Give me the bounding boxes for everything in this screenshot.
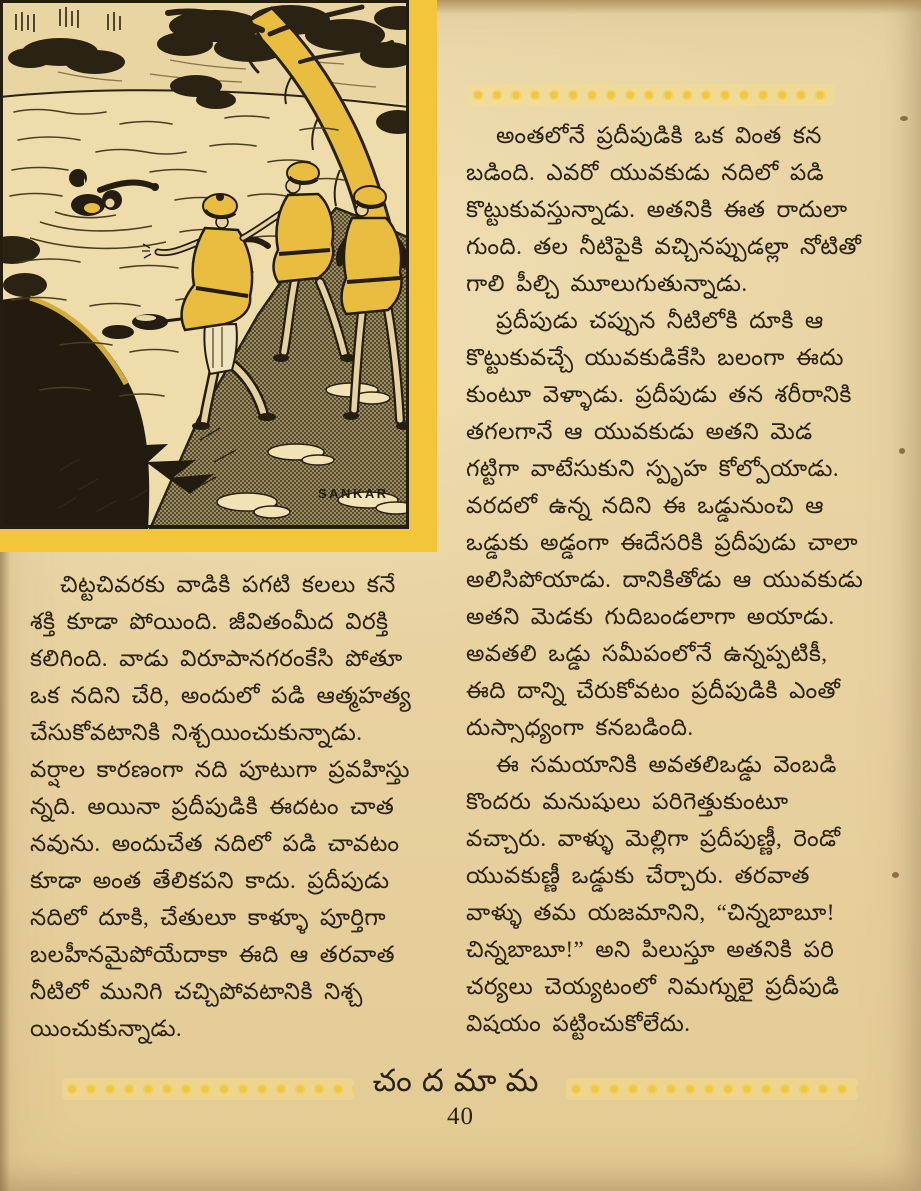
paragraph-1	[466, 117, 872, 302]
text-line: నీటిలో మునిగి చచ్చిపోవటానికి నిశ్చ	[30, 979, 363, 1004]
paper-speck	[900, 116, 908, 121]
text-line: వర్షాల కారణంగా నది పూటుగా ప్రవహిస్తు	[30, 757, 410, 782]
text-line: ఒడ్డుకు అడ్డంగా ఈదేసరికి ప్రదీపుడు చాలా	[466, 530, 858, 555]
artist-signature: SANKAR	[318, 486, 389, 501]
text-line: అంతలోనే ప్రదీపుడికి ఒక వింత కన	[496, 123, 822, 148]
text-line: చిన్నబాబూ!” అని పిలుస్తూ అతనికి పరి	[466, 937, 835, 962]
text-line: వరదలో ఉన్న నదిని ఈ ఒడ్డునుంచి ఆ	[466, 493, 824, 518]
text-line: ఈది దాన్ని చేరుకోవటం ప్రదీపుడికి ఎంతో	[466, 678, 841, 703]
text-line: విషయం పట్టించుకోలేదు.	[466, 1011, 691, 1036]
text-line: అవతలి ఒడ్డు సమీపంలోనే ఉన్నప్పటికీ,	[466, 641, 828, 666]
text-line: న్నది. అయినా ప్రదీపుడికి ఈదటం చాత	[30, 794, 395, 819]
text-line: యించుకున్నాడు.	[30, 1016, 183, 1041]
page-number: 40	[447, 1103, 474, 1130]
text-line: వాళ్ళు తమ యజమానిని, “చిన్నబాబూ!	[466, 900, 835, 925]
text-line: కలిగింది. వాడు విరూపానగరంకేసి పోతూ	[30, 646, 403, 671]
text-line: తగలగానే ఆ యువకుడు అతని మెడ	[466, 419, 813, 444]
text-line: కూడా అంత తేలికపని కాదు. ప్రదీపుడు	[30, 868, 390, 893]
text-line: చేసుకోవటానికి నిశ్చయించుకున్నాడు.	[30, 720, 363, 745]
right-column	[466, 117, 872, 1042]
text-line: గాలి పీల్చి మూలుగుతున్నాడు.	[466, 271, 748, 296]
text-line: కుంటూ వెళ్ళాడు. ప్రదీపుడు తన శరీరానికి	[466, 382, 852, 407]
text-line: కొట్టుకువస్తున్నాడు. అతనికి ఈత రాదులా	[466, 197, 848, 222]
text-line: వచ్చారు. వాళ్ళు మెల్లిగా ప్రదీపుణ్ణీ, రెండో	[466, 826, 841, 851]
text-line: చిట్టచివరకు వాడికి పగటి కలలు కనే	[60, 572, 396, 597]
paragraph-2	[466, 302, 872, 746]
paragraph-continued	[30, 566, 462, 1047]
flower-ornament-band-top	[468, 84, 834, 106]
text-line: యువకుణ్ణీ ఒడ్డుకు చేర్చారు. తరవాత	[466, 863, 810, 888]
text-line: దుస్సాధ్యంగా కనబడింది.	[466, 715, 694, 740]
text-line: బలహీనమైపోయేదాకా ఈది ఆ తరవాత	[30, 942, 395, 967]
text-line: ప్రదీపుడు చప్పున నీటిలోకి దూకి ఆ	[496, 308, 824, 333]
story-illustration	[0, 0, 437, 552]
text-line: కొందరు మనుషులు పరిగెత్తుకుంటూ	[466, 789, 789, 814]
paper-speck	[899, 448, 905, 454]
text-line: చర్యలు చెయ్యటంలో నిమగ్నులై ప్రదీపుడి	[466, 974, 840, 999]
text-line: ఒక నదిని చేరి, అందులో పడి ఆత్మహత్య	[30, 683, 412, 708]
text-line: కొట్టుకువచ్చే యువకుడికేసి బలంగా ఈదు	[466, 345, 844, 370]
magazine-title: చందమామ	[372, 1063, 549, 1098]
paper-speck	[892, 872, 899, 878]
paragraph-3	[466, 746, 872, 1042]
text-line: నవును. అందుచేత నదిలో పడి చావటం	[30, 831, 400, 856]
text-line: నదిలో దూకి, చేతులూ కాళ్ళూ పూర్తిగా	[30, 905, 386, 930]
text-line: గుంది. తల నీటిపైకి వచ్చినప్పుడల్లా నోటితో	[466, 234, 862, 259]
text-line: గట్టిగా వాటేసుకుని స్పృహ కోల్పోయాడు.	[466, 456, 840, 481]
text-line: అలిసిపోయాడు. దానికితోడు ఆ యువకుడు	[466, 567, 864, 592]
left-column	[30, 566, 462, 1047]
text-line: శక్తి కూడా పోయింది. జీవితంమీద విరక్తి	[30, 609, 389, 634]
text-line: అతని మెడకు గుదిబండలాగా అయాడు.	[466, 604, 835, 629]
river-rescue-drawing	[0, 0, 409, 529]
text-line: బడింది. ఎవరో యువకుడు నదిలో పడి	[466, 160, 825, 185]
text-line: ఈ సమయానికి అవతలిఒడ్డు వెంబడి	[496, 752, 837, 777]
